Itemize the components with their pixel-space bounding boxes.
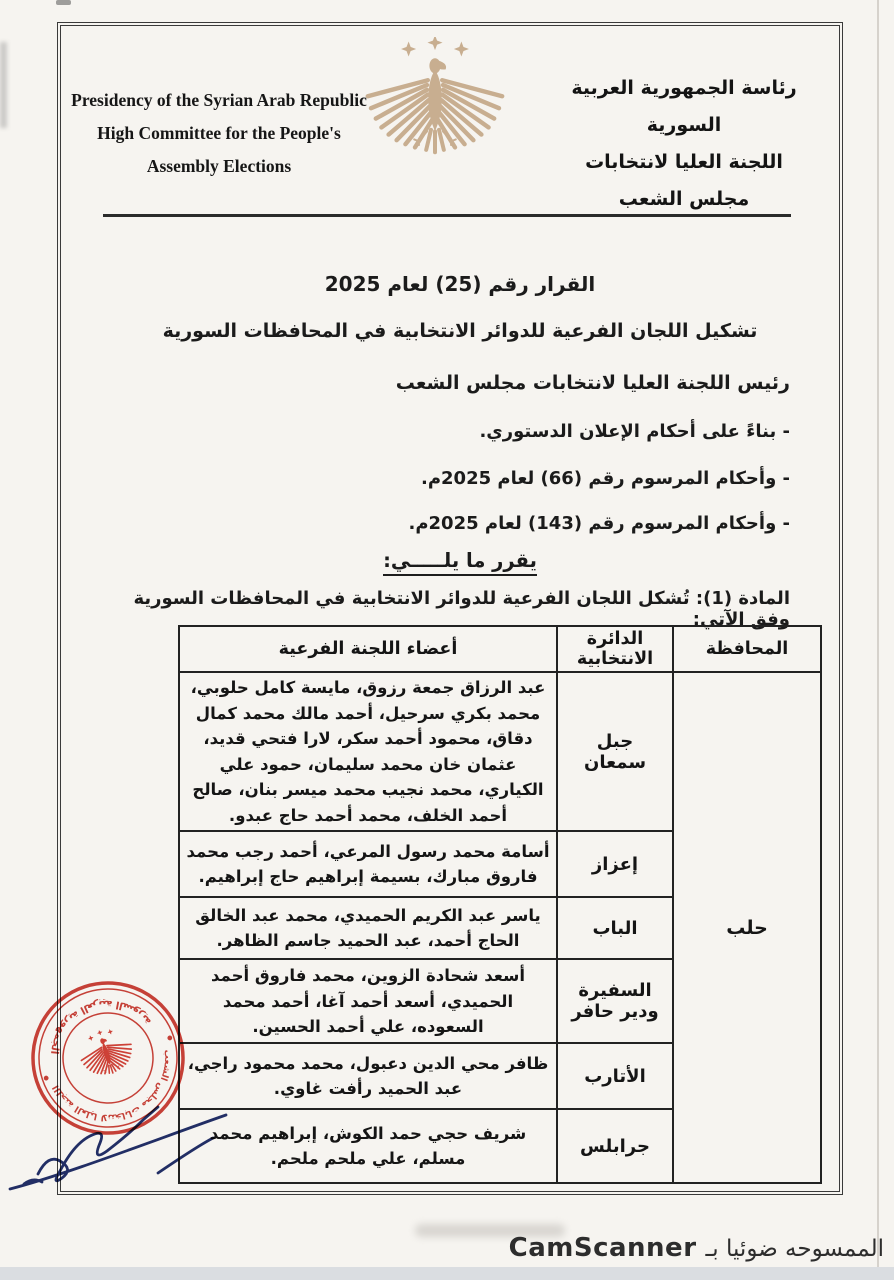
letterhead-english-line1: Presidency of the Syrian Arab Republic: [71, 90, 367, 110]
district-cell: الأتارب: [557, 1043, 673, 1109]
handwritten-signature: [8, 1076, 240, 1194]
district-cell: جبل سمعان: [557, 672, 673, 831]
district-cell: السفيرة ودير حافر: [557, 959, 673, 1043]
article-1-label: المادة (1):: [695, 588, 790, 609]
col-header-district: الدائرة الانتخابية: [557, 626, 673, 672]
scan-top-mark: [56, 0, 71, 5]
members-cell: أسعد شحادة الزوين، محمد فاروق أحمد الحميدي، أسعد أحمد آغا، أحمد محمد السعوده، علي أحمد الحسين.: [179, 959, 557, 1043]
letterhead-arabic-line1: رئاسة الجمهورية العربية السورية: [571, 77, 797, 136]
col-header-governorate: المحافظة: [673, 626, 821, 672]
camscanner-watermark: [509, 1233, 884, 1263]
table-header-row: [179, 626, 821, 672]
col-header-members: أعضاء اللجنة الفرعية: [179, 626, 557, 672]
table-row: [179, 672, 821, 831]
members-cell: عبد الرزاق جمعة رزوق، مايسة كامل حلوبي، محمد بكري سرحيل، أحمد مالك محمد كمال دقاق، محمود أحمد سكر، لارا فتحي قديد، عثمان خان محمد سليمان، حمود علي الكياري، محمد نجيب محمد ميسر بنان، صالح أحمد الخلف، محمد أحمد حاج عبدو.: [179, 672, 557, 831]
governorate-cell: حلب: [673, 672, 821, 1183]
eagle-emblem-icon: [355, 36, 515, 174]
preamble-item-2: - وأحكام المرسوم رقم (66) لعام 2025م.: [421, 468, 790, 489]
decree-subtitle: تشكيل اللجان الفرعية للدوائر الانتخابية في المحافظات السورية: [162, 320, 758, 342]
letterhead-arabic-line2: اللجنة العليا لانتخابات: [585, 151, 783, 173]
scan-right-edge-line: [877, 0, 879, 1267]
subcommittees-table: [178, 625, 822, 1184]
district-cell: جرابلس: [557, 1109, 673, 1183]
article-1-line: [100, 588, 790, 630]
letterhead-english-line3: Assembly Elections: [146, 156, 292, 176]
members-cell: أسامة محمد رسول المرعي، أحمد رجب محمد فاروق مبارك، بسيمة إبراهيم حاج إبراهيم.: [179, 831, 557, 897]
resolution-heading: [120, 549, 800, 576]
letterhead-english-line2: High Committee for the People's: [97, 123, 341, 143]
preamble-item-1: - بناءً على أحكام الإعلان الدستوري.: [479, 421, 790, 442]
stamp-bottom-text: اللجنة العليا لانتخابات مجلس الشعب: [51, 1049, 173, 1122]
stamp-top-text: الجمهورية العربية السورية: [48, 997, 154, 1055]
members-cell: ظافر محي الدين دعبول، محمد محمود راجي، عبد الحميد رأفت غاوي.: [179, 1043, 557, 1109]
header-divider-rule: [103, 214, 791, 217]
stamp-eagle-icon: [74, 1022, 137, 1081]
letterhead-arabic: [558, 70, 810, 218]
decree-title: القرار رقم (25) لعام 2025: [324, 272, 596, 296]
decree-issuer: رئيس اللجنة العليا لانتخابات مجلس الشعب: [395, 372, 790, 394]
watermark-arabic-text: الممسوحه ضوئيا بـ: [705, 1236, 884, 1262]
scan-edge-streak: [0, 42, 7, 128]
letterhead-arabic-line3: مجلس الشعب: [618, 188, 750, 210]
letterhead-english: [68, 84, 370, 183]
preamble-item-3: - وأحكام المرسوم رقم (143) لعام 2025م.: [408, 513, 790, 534]
scan-bottom-strip: [0, 1267, 894, 1280]
resolution-heading-text: يقرر ما يلـــــي:: [383, 549, 537, 576]
article-1-text: تُشكل اللجان الفرعية للدوائر الانتخابية في المحافظات السورية وفق الآتي:: [133, 588, 790, 630]
district-cell: إعزاز: [557, 831, 673, 897]
district-cell: الباب: [557, 897, 673, 959]
members-cell: شريف حجي حمد الكوش، إبراهيم محمد مسلم، علي ملحم ملحم.: [179, 1109, 557, 1183]
watermark-latin-text: CamScanner: [508, 1233, 697, 1263]
members-cell: ياسر عبد الكريم الحميدي، محمد عبد الخالق الحاج أحمد، عبد الحميد جاسم الظاهر.: [179, 897, 557, 959]
